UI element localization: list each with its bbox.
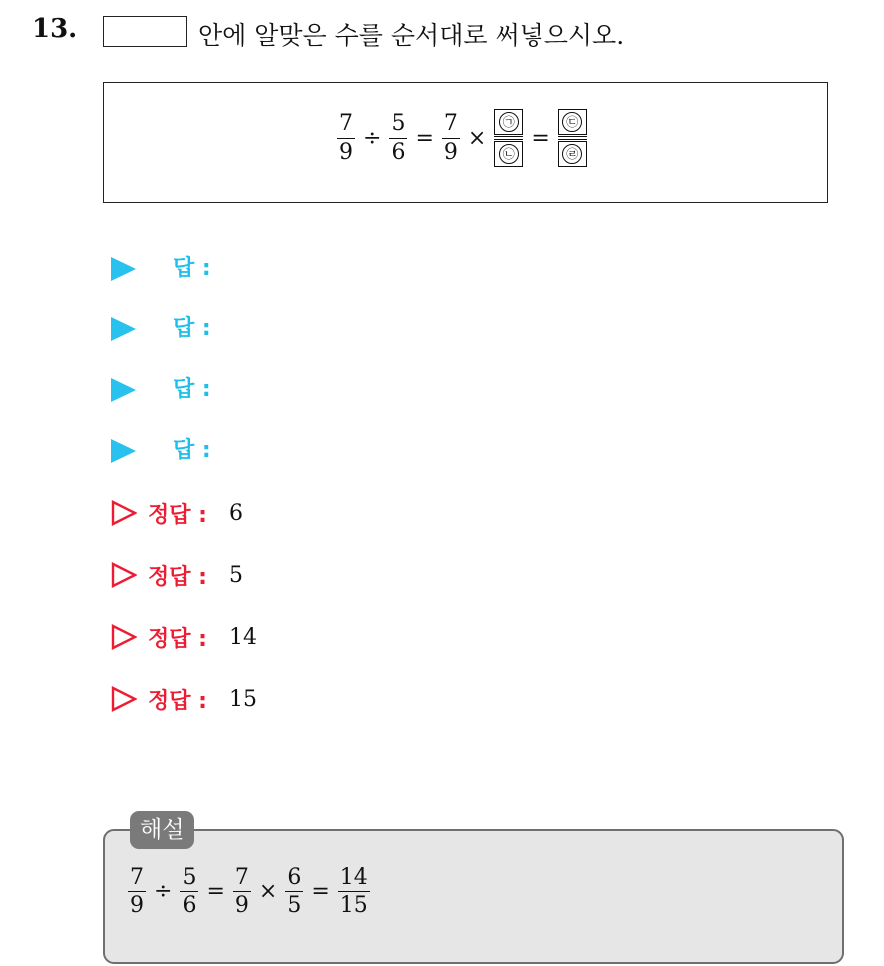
answer-label: 답 : bbox=[173, 377, 211, 402]
answer-row[interactable] bbox=[111, 436, 211, 466]
correct-answer-row bbox=[111, 560, 243, 590]
equals-sign: = bbox=[415, 125, 434, 151]
explanation-tag: 해설 bbox=[130, 811, 194, 849]
fraction-six-fifths bbox=[285, 866, 303, 917]
numerator: 14 bbox=[339, 865, 368, 890]
correct-value: 5 bbox=[228, 562, 243, 588]
correct-label: 정답 : bbox=[148, 502, 207, 528]
fraction-five-sixths bbox=[389, 112, 407, 163]
denominator: 9 bbox=[130, 893, 144, 919]
denominator: 9 bbox=[339, 139, 353, 165]
equation bbox=[333, 108, 591, 168]
correct-label: 정답 : bbox=[148, 626, 207, 652]
numerator: 7 bbox=[130, 865, 144, 890]
equals-sign: = bbox=[311, 879, 330, 905]
play-triangle-icon bbox=[111, 317, 136, 341]
blank-box-example bbox=[103, 16, 187, 47]
numerator: 7 bbox=[339, 111, 353, 137]
denominator: 6 bbox=[182, 893, 197, 919]
blank-c-box[interactable] bbox=[558, 109, 587, 135]
outline-triangle-icon bbox=[111, 686, 137, 712]
outline-triangle-icon bbox=[111, 624, 137, 650]
answer-label: 답 : bbox=[173, 438, 211, 463]
outline-triangle-icon bbox=[111, 562, 137, 588]
fraction-blank-c-over-d bbox=[558, 108, 587, 168]
fraction-seven-ninths bbox=[233, 866, 251, 917]
fraction-blank-a-over-b bbox=[494, 108, 523, 168]
blank-a-box[interactable] bbox=[494, 109, 523, 135]
equals-sign: = bbox=[206, 879, 225, 905]
answer-row[interactable] bbox=[111, 254, 211, 284]
numerator: 5 bbox=[391, 111, 406, 137]
denominator: 15 bbox=[339, 893, 368, 919]
divide-sign: ÷ bbox=[363, 125, 382, 151]
denominator: 6 bbox=[391, 139, 406, 165]
play-triangle-icon bbox=[111, 378, 136, 402]
correct-value: 15 bbox=[228, 686, 257, 712]
blank-d-label: ㉣ bbox=[562, 144, 582, 164]
fraction-bar bbox=[494, 136, 523, 140]
correct-label: 정답 : bbox=[148, 564, 207, 590]
fraction-bar bbox=[558, 136, 587, 140]
answer-row[interactable] bbox=[111, 375, 211, 405]
correct-answer-row bbox=[111, 622, 257, 652]
play-triangle-icon bbox=[111, 257, 136, 281]
answer-label: 답 : bbox=[173, 316, 211, 341]
correct-answer-row bbox=[111, 684, 257, 714]
denominator: 5 bbox=[287, 893, 302, 919]
fraction-five-sixths bbox=[180, 866, 198, 917]
correct-value: 14 bbox=[228, 624, 257, 650]
question-text: 안에 알맞은 수를 순서대로 써넣으시오. bbox=[198, 21, 625, 50]
blank-c-label: ㉢ bbox=[562, 112, 582, 132]
divide-sign: ÷ bbox=[154, 879, 173, 905]
question-number: 13. bbox=[32, 14, 78, 44]
play-triangle-icon bbox=[111, 439, 136, 463]
answer-label: 답 : bbox=[173, 256, 211, 281]
fraction-fourteen-fifteenths bbox=[338, 866, 370, 917]
numerator: 5 bbox=[182, 865, 197, 890]
explanation-equation bbox=[124, 866, 374, 917]
numerator: 7 bbox=[443, 111, 458, 137]
equals-sign: = bbox=[531, 125, 550, 151]
answer-row[interactable] bbox=[111, 314, 211, 344]
multiply-sign: × bbox=[258, 879, 278, 905]
fraction-seven-ninths bbox=[128, 866, 146, 917]
correct-label: 정답 : bbox=[148, 688, 207, 714]
correct-value: 6 bbox=[228, 500, 243, 526]
denominator: 9 bbox=[443, 139, 458, 165]
blank-a-label: ㉠ bbox=[499, 112, 519, 132]
multiply-sign: × bbox=[467, 125, 487, 151]
fraction-seven-ninths bbox=[442, 112, 460, 163]
denominator: 9 bbox=[234, 893, 249, 919]
correct-answer-row bbox=[111, 498, 243, 528]
numerator: 6 bbox=[287, 865, 302, 890]
fraction-seven-ninths bbox=[337, 112, 355, 163]
numerator: 7 bbox=[234, 865, 249, 890]
blank-b-box[interactable] bbox=[494, 141, 523, 167]
outline-triangle-icon bbox=[111, 500, 137, 526]
blank-b-label: ㉡ bbox=[499, 144, 519, 164]
blank-d-box[interactable] bbox=[558, 141, 587, 167]
